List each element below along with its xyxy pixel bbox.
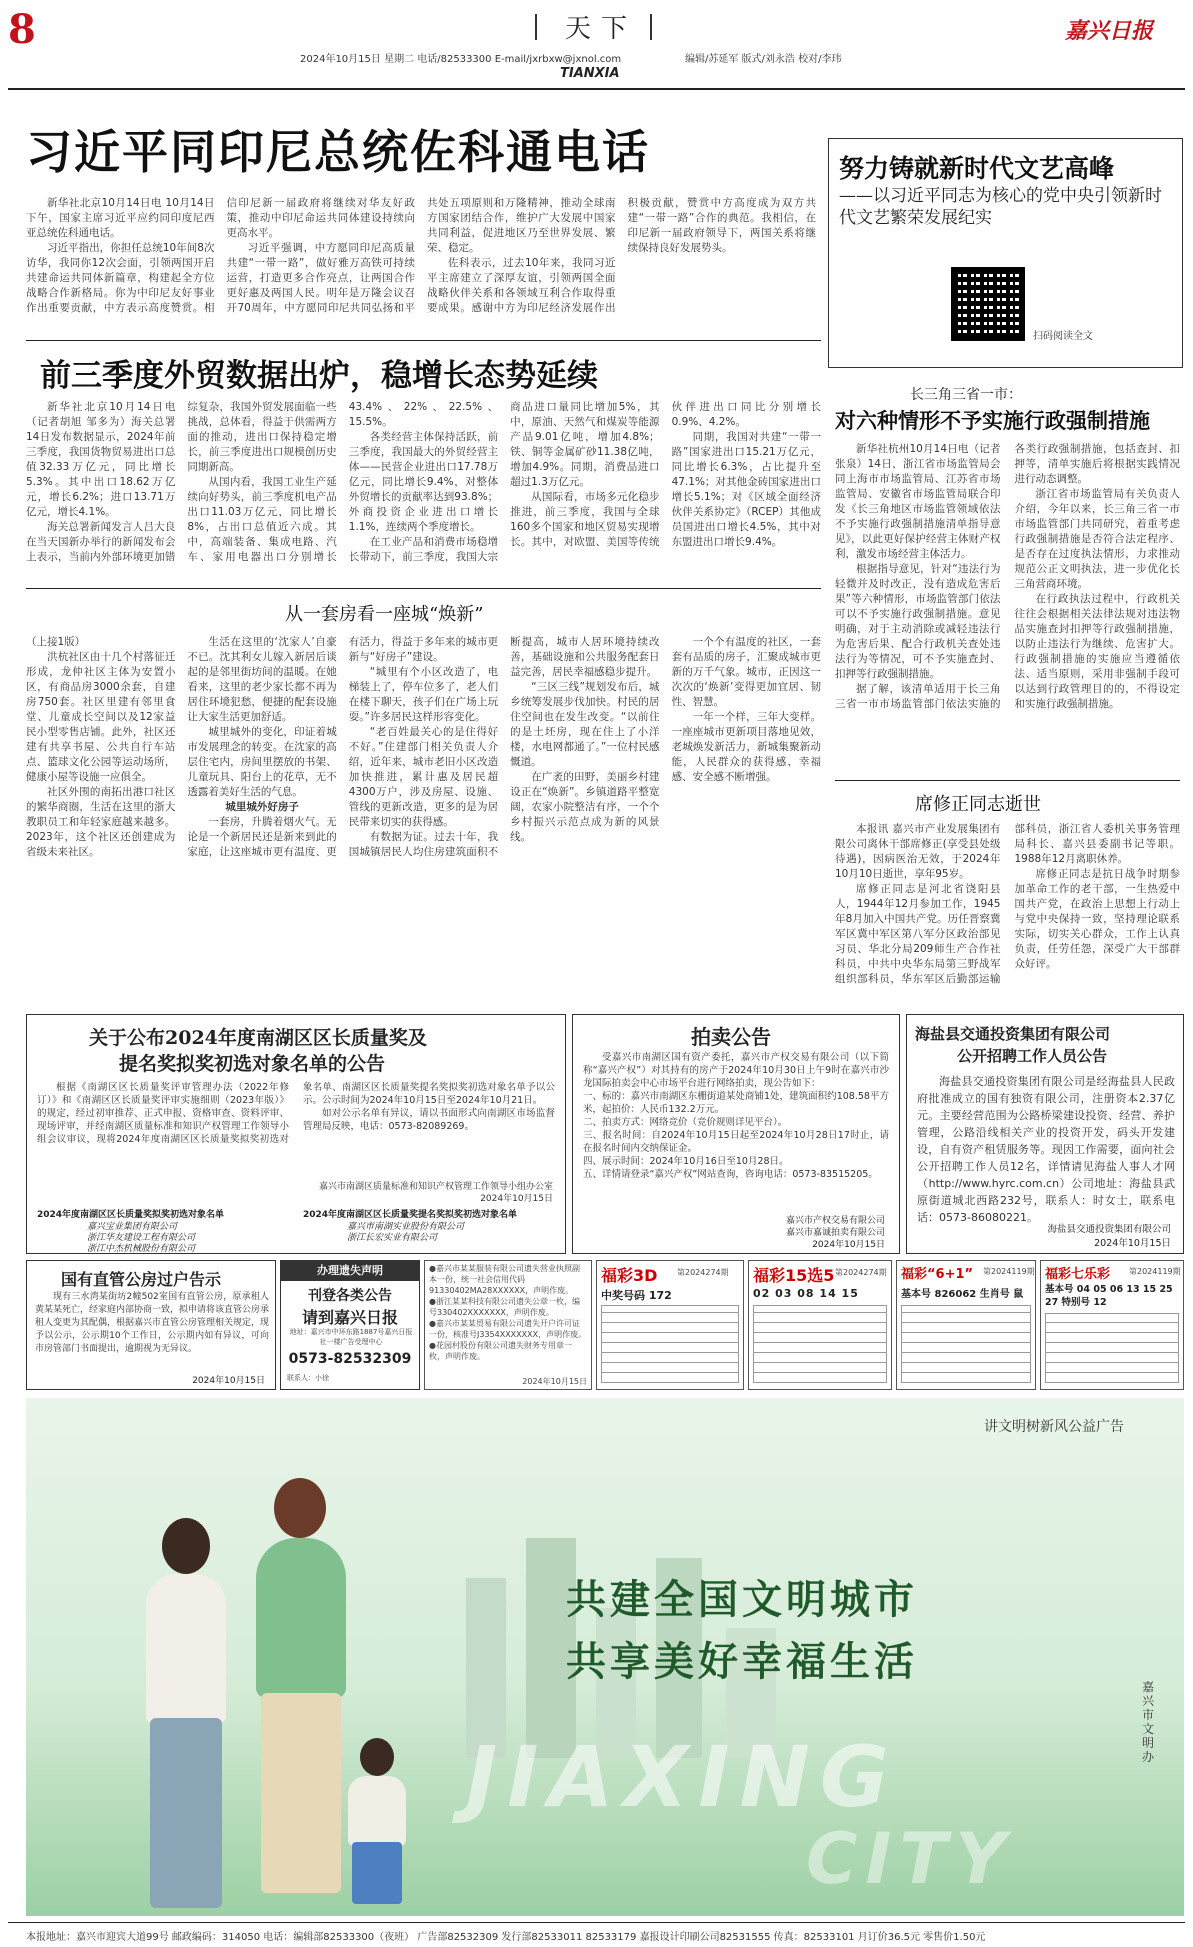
rule-1 [26, 340, 821, 341]
housing-body: 现有三水湾某街坊2幢502室国有直管公房，原承租人黄某某死亡，经家庭内部协商一致，拟申请将该直管公房承租人变更为其配偶，根据嘉兴市直管公房管理相关规定，现予以公示，公示期10个工作日，公示期内如有异议，可向市房管部门书面提出，逾期视为无异议。 [35, 1292, 270, 1354]
lottery-3d [596, 1260, 744, 1390]
banner-watermark: JIAXING [466, 1728, 899, 1826]
auction-body: 受嘉兴市南湖区国有资产委托，嘉兴市产权交易有限公司（以下简称“嘉兴产权”）对其持有的房产于2024年10月30日上午9时在嘉兴市沙龙国际拍卖会中心市场平台进行网络拍卖，现公告如下： 一、标的：嘉兴市南湖区东栅街道某处商铺1处，建筑面积约108.58平方米，起拍价：人民币132.2万元。 二、拍卖方式：网络竞价（竞价规则详见平台）。 三、报名时间：自2024年10月15日起至2024年10月28日17时止，请在报名时间内交纳保证金。 四、展示时间：2024年10月16日至10月28日。 五、详情请登录“嘉兴产权”网站查询，咨询电话：0573-83515205。 [583, 1052, 889, 1180]
rule-3 [835, 780, 1180, 781]
lottery-title: 福彩3D [601, 1266, 658, 1285]
lottery-numbers: 02 03 08 14 15 [753, 1287, 859, 1300]
notice-item: ●浙江某某科技有限公司遗失公章一枚，编号330402XXXXXXX，声明作废。 [429, 1297, 580, 1317]
lottery-table [601, 1305, 739, 1383]
lottery-issue: 第2024274期 [677, 1268, 729, 1277]
footer-rule [8, 1922, 1185, 1923]
lead-body: 新华社北京10月14日电 10月14日下午，国家主席习近平应约同印度尼西亚总统佐科通电话。 习近平指出，你担任总统10年间8次访华，我同你12次会面，引领两国开启共建命运共同体新篇章，构建起全方位战略合作新格局。你为中印尼友好事业作出重要贡献，中方表示高度赞赏。相信印尼新一届政府将继续对华友好政策，推动中印尼命运共同体建设持续向更高水平。 习近平强调，中方愿同印尼高质量共建“一带一路”，做好雅万高铁可持续运营，打造更多合作亮点，让两国合作更好惠及两国人民。明年是万隆会议召开70周年，中方愿同印尼共同弘扬和平共处五项原则和万隆精神，推动全球南方国家团结合作，维护广大发展中国家共同利益，促进地区乃至世界发展、繁荣、稳定。 佐科表示，过去10年来，我同习近平主席建立了深厚友谊，引领两国全面战略伙伴关系和各领域互利合作取得重要成果。感谢中方为印尼经济发展作出积极贡献，赞赏中方高度成为双方共建“一带一路”合作的典范。我相信，在印尼新一届政府领导下，两国关系将继续保持良好发展势头。 [26, 197, 816, 314]
footer-info: 本报地址：嘉兴市迎宾大道99号 邮政编码：314050 电话：编辑部82533300（夜班） 广告部82532309 发行部82533011 82533179 嘉报设计印刷公司82531555 传真：82533101 月订价36.5元 零售价1.50元 [26, 1932, 986, 1943]
lottery-6plus1 [896, 1260, 1036, 1390]
award-headline-2: 提名奖拟奖初选对象名单的公告 [119, 1053, 386, 1075]
service-ad-contact: 联系人：小徐 [287, 1374, 329, 1382]
haiyan-body: 海盐县交通投资集团有限公司是经海盐县人民政府批准成立的国有独资有限公司，注册资本2.37亿元。主要经营范围为公路桥梁建设投资、经营、养护管理，公路沿线相关产业的投资开发，码头开发建设，自有资产租赁服务等。现因工作需要，面向社会公开招聘工作人员12名，详情请见海盐人事人才网（http://www.hyrc.com.cn）公司地址：海盐县武原街道城北西路232号，联系人：时女士，联系电话：0573-86080221。 [917, 1075, 1175, 1224]
lottery-issue: 第2024274期 [835, 1268, 887, 1277]
housing-box [26, 1260, 276, 1390]
qr-label: 扫码阅读全文 [1033, 331, 1093, 342]
award-list2-item: 嘉兴市南湖实业股份有限公司 [347, 1222, 465, 1232]
award-list1-item: 嘉兴宝业集团有限公司 [87, 1222, 178, 1232]
award-date: 2024年10月15日 [480, 1194, 553, 1204]
public-service-banner [26, 1398, 1184, 1916]
lead-headline: 习近平同印尼总统佐科通电话 [26, 125, 650, 179]
housing-headline: 国有直管公房过户告示 [61, 1270, 222, 1289]
lottery-issue: 第2024119期 [1129, 1267, 1181, 1276]
sidebar-subhead: ——以习近平同志为核心的党中央引领新时代文艺繁荣发展纪实 [839, 186, 1162, 228]
lottery-numbers: 基本号 826062 生肖号 鼠 [901, 1289, 1024, 1300]
auction-date: 2024年10月15日 [812, 1240, 885, 1250]
notice-date: 2024年10月15日 [522, 1377, 587, 1386]
trade-body: 新华社北京10月14日电（记者胡旭 邹多为）海关总署14日发布数据显示，2024年前三季度，我国货物贸易进出口总值32.33万亿元，同比增长5.3%。其中出口18.62万亿元，增长6.2%；进口13.71万亿元，增长4.1%。 海关总署新闻发言人吕大良在当天国新办举行的新闻发布会上表示，当前内外部环境更加错综复杂，我国外贸发展面临一些挑战，总体看，得益于供需两方面的推动，进出口保持稳定增长，前三季度进出口规模创历史同期新高。 从国内看，我国工业生产延续向好势头，前三季度机电产品出口11.03万亿元，同比增长8%，占出口总值近六成。其中，高端装备、集成电路、汽车、家用电器出口分别增长43.4%、22%、22.5%、15.5%。 各类经营主体保持活跃，前三季度，我国最大的外贸经营主体——民营企业进出口17.78万亿元，同比增长9.4%，对整体外贸增长的贡献率达到93.8%；外商投资企业进出口增长1.1%，连续两个季度增长。 在工业产品和消费市场稳增长带动下，前三季度，我国大宗商品进口量同比增加5%，其中，原油、天然气和煤炭等能源产品9.01亿吨，增加4.8%；铁、铜等金属矿砂11.38亿吨，增加4.9%。同期，消费品进口超过1.3万亿元。 从国际看，市场多元化稳步推进，前三季度，我国与全球160多个国家和地区贸易实现增长。其中，对欧盟、美国等传统伙伴进出口同比分别增长0.9%、4.2%。 同期，我国对共建“一带一路”国家进出口15.21万亿元，同比增长6.3%，占比提升至47.1%；对其他金砖国家进出口增长5.1%；对《区域全面经济伙伴关系协定》（RCEP）其他成员国进出口增长4.5%，其中对东盟进出口增长9.4%。 [26, 401, 821, 563]
auction-org1: 嘉兴市产权交易有限公司 [785, 1216, 885, 1226]
service-ad-box [280, 1260, 420, 1390]
section-title: 天下 [565, 14, 638, 44]
award-list2-item: 浙江长宏实业有限公司 [347, 1233, 438, 1243]
sidebar-box [828, 138, 1183, 368]
service-ad-line3: 请到嘉兴日报 [301, 1308, 398, 1327]
masthead-rule [8, 88, 1185, 90]
banner-watermark-2: CITY [806, 1818, 1014, 1900]
lottery-table [1045, 1313, 1179, 1383]
lottery-issue: 第2024119期 [983, 1267, 1035, 1276]
lottery-table [753, 1305, 887, 1383]
haiyan-box [906, 1014, 1184, 1254]
haiyan-headline-1: 海盐县交通投资集团有限公司 [915, 1025, 1111, 1043]
award-list2-title: 2024年度南湖区区长质量奖提名奖拟奖初选对象名单 [303, 1210, 518, 1220]
auction-headline: 拍卖公告 [691, 1025, 771, 1049]
sidebar-headline: 努力铸就新时代文艺高峰 [839, 154, 1115, 183]
service-ad-address: 地址：嘉兴市中环东路1887号嘉兴日报社一楼广告受理中心 [289, 1328, 413, 1346]
lottery-title: 福彩“6+1” [901, 1267, 974, 1282]
award-list1-title: 2024年度南湖区区长质量奖拟奖初选对象名单 [37, 1210, 225, 1220]
banner-slogan-1: 共建全国文明城市 [566, 1576, 918, 1623]
section-bar-right [650, 14, 652, 40]
award-signoff: 嘉兴市南湖区质量标准和知识产权管理工作领导小组办公室 [318, 1182, 553, 1192]
page-number: 8 [8, 6, 36, 53]
housing-date: 2024年10月15日 [192, 1376, 265, 1386]
notice-item: ●嘉兴市某某服装有限公司遗失营业执照副本一份，统一社会信用代码91330402MA28XXXXXX，声明作废。 [429, 1264, 580, 1295]
service-ad-title: 办理遗失声明 [281, 1261, 419, 1281]
lottery-15x5 [748, 1260, 892, 1390]
obit-headline: 席修正同志逝世 [915, 794, 1041, 815]
auction-box [572, 1014, 900, 1254]
award-body: 根据《南湖区区长质量奖评审管理办法（2022年修订）》和《南湖区区长质量奖评审实施细则（2023年版）》的规定，经过初审推荐、正式申报、资格审查、资料评审、现场评审，并经南湖区质量标准和知识产权管理工作领导小组会议审议，现将2024年度南湖区区长质量奖拟奖初选对象名单、南湖区区长质量奖提名奖拟奖初选对象名单予以公示。公示时间为2024年10月15日至2024年10月21日。 如对公示名单有异议，请以书面形式向南湖区市场监督管理局反映，电话：0573-82089269。 [37, 1082, 555, 1145]
village-body: （上接1版） 洪杭社区由十几个村落征迁形成，龙仲社区主体为安置小区，有商品房3000余套，自建房750套。社区里建有邻里食堂、儿童成长空间以及12家益民小型零售店铺。此外，社区还建有共享书屋、公共自行车站点、篮球文化公园等运动场所，健康小屋等设施一应俱全。 社区外围的南拓出港口社区的繁华商圈，生活在这里的浙大教职员工和年轻家庭越来越多。2023年，这个社区还创建成为省级未来社区。 生活在这里的‘沈家人’自豪不已。沈其利女儿嫁入新居后谈起的是邻里街坊间的温暖。在她看来，这里的老少家长都不再为居住环境犯愁，便捷的配套设施让大家生活更加舒适。 城里城外的变化，印证着城市发展理念的转变。在沈家的高层住宅内，房间里摆放的书架、儿童玩具、阳台上的花草，无不透露着美好生活的气息。 城里城外好房子 一套房，升腾着烟火气。无论是一个新居民还是新来到此的家庭，让这座城市更有温度、更有活力，得益于多年来的城市更新与“好房子”建设。 “城里有个小区改造了，电梯装上了，停车位多了，老人们在楼下聊天，孩子们在广场上玩耍。”许多居民这样形容变化。 “老百姓最关心的是住得好不好。”住建部门相关负责人介绍，近年来，城市老旧小区改造加快推进，累计惠及居民超4300万户，涉及房屋、设施、管线的更新改造，更多的是为居民带来切实的获得感。 有数据为证。过去十年，我国城镇居民人均住房建筑面积不断提高，城市人居环境持续改善，基础设施和公共服务配套日益完善，居民幸福感稳步提升。 “三区三线”规划发布后，城乡统筹发展步伐加快。村民的居住空间也在发生改变。“以前住的是土坯房，现在住上了小洋楼，水电网都通了。”一位村民感慨道。 在广袤的田野，美丽乡村建设正在“焕新”。乡镇道路平整宽阔，农家小院整洁有序，一个个乡村振兴示范点成为新的风景线。 一个个有温度的社区，一套套有品质的房子，汇聚成城市更新的万千气象。城市，正因这一次次的‘焕新’变得更加宜居、韧性、智慧。 一年一个样，三年大变样。一座座城市更新项目落地见效，老城焕发新活力，新城集聚新动能，人民群众的获得感、幸福感、安全感不断增强。 [26, 636, 821, 858]
award-list1-item: 浙江华友建设工程有限公司 [87, 1233, 196, 1243]
yrd-headline: 对六种情形不予实施行政强制措施 [835, 408, 1150, 433]
lost-notices [424, 1260, 592, 1390]
service-ad-phone: 0573-82532309 [288, 1351, 412, 1367]
section-pinyin: TIANXIA [560, 66, 620, 81]
family-figure-father [126, 1518, 246, 1908]
award-list1-item: 浙江中杰机械股份有限公司 [87, 1244, 196, 1254]
notice-item: ●花园村股份有限公司遗失财务专用章一枚，声明作废。 [429, 1341, 572, 1361]
lottery-title: 福彩七乐彩 [1045, 1267, 1111, 1282]
qr-code[interactable] [951, 267, 1025, 341]
family-figure-child [326, 1738, 426, 1908]
lottery-qilecai [1040, 1260, 1184, 1390]
trade-headline: 前三季度外贸数据出炉，稳增长态势延续 [40, 358, 598, 394]
banner-sponsor: 嘉兴市文明办 [1142, 1680, 1155, 1764]
haiyan-headline-2: 公开招聘工作人员公告 [957, 1047, 1108, 1065]
award-box [26, 1014, 566, 1254]
service-ad-line2: 刊登各类公告 [308, 1288, 392, 1304]
notice-item: ●嘉兴市某某贸易有限公司遗失开户许可证一份，核准号J3354XXXXXXX，声明作废。 [429, 1319, 587, 1339]
yrd-kicker: 长三角三省一市： [910, 387, 1022, 403]
auction-org2: 嘉兴市嘉诚拍卖有限公司 [785, 1228, 885, 1238]
newspaper-logo: 嘉兴日报 [1065, 18, 1154, 44]
lottery-title: 福彩15选5 [753, 1266, 835, 1285]
lottery-table [901, 1305, 1031, 1383]
banner-tag: 讲文明树新风公益广告 [984, 1419, 1124, 1435]
lottery-numbers: 基本号 04 05 06 13 15 25 27 特别号 12 [1045, 1284, 1173, 1308]
yrd-body: 新华社杭州10月14日电（记者张泉）14日，浙江省市场监管局会同上海市市场监管局、江苏省市场监管局、安徽省市场监管局联合印发《长三角地区市场监管领域依法不予实施行政强制措施清单指导意见》，以此更好保护经营主体财产权利，激发市场经营主体活力。 根据指导意见，针对“违法行为轻微并及时改正，没有造成危害后果”等六种情形，市场监管部门依法可以不予实施行政强制措施。意见明确，对于主动消除或减轻违法行为危害后果、配合行政机关查处违法行为等情况，可不予实施查封、扣押等行政强制措施。 据了解，该清单适用于长三角三省一市市场监管部门依法实施的各类行政强制措施，包括查封、扣押等，清单实施后将根据实践情况进行动态调整。 浙江省市场监管局有关负责人介绍，今年以来，长三角三省一市市场监管部门共同研究，着重考虑行政强制措施是否符合法定程序、是否存在过度执法情形，力求推动规范公正文明执法，进一步优化长三角营商环境。 在行政执法过程中，行政机关往往会根据相关法律法规对违法物品实施查封扣押等行政强制措施，以防止违法行为继续、危害扩大。行政强制措施的实施应当遵循依法、适当原则，采用非强制手段可以达到行政管理目的的，不得设定和实施行政强制措施。 [835, 443, 1180, 710]
award-headline-1: 关于公布2024年度南湖区区长质量奖及 [89, 1027, 427, 1049]
haiyan-signoff: 海盐县交通投资集团有限公司 [1047, 1224, 1171, 1235]
rule-2 [26, 588, 821, 589]
village-headline: 从一套房看一座城“焕新” [285, 604, 484, 625]
banner-slogan-2: 共享美好幸福生活 [566, 1638, 918, 1685]
editors-line: 编辑/苏延军 版式/刘永浩 校对/李玮 [685, 54, 842, 65]
section-bar-left [535, 14, 537, 40]
haiyan-date: 2024年10月15日 [1094, 1238, 1171, 1249]
date-line: 2024年10月15日 星期二 电话/82533300 E-mail/jxrbxw@jxnol.com [300, 54, 622, 65]
lottery-numbers: 中奖号码 172 [601, 1289, 672, 1302]
obit-body: 本报讯 嘉兴市产业发展集团有限公司离休干部席修正(享受县处级待遇)，因病医治无效，于2024年10月10日逝世，享年95岁。 席修正同志是河北省饶阳县人，1944年12月参加工作，1945年8月加入中国共产党。历任晋察冀军区冀中军区第八军分区政治部见习员、华北分局209师生产合作社科员，中共中央华东局第三野战军组织部科员，华东军区后勤部运输部科员，浙江省人委机关事务管理局科长、嘉兴县委副书记等职。1988年12月离职休养。 席修正同志是抗日战争时期参加革命工作的老干部，一生热爱中国共产党，在政治上思想上行动上与党中央保持一致，坚持理论联系实际，切实关心群众，工作上认真负责，任劳任怨，深受广大干部群众好评。 [835, 823, 1180, 985]
